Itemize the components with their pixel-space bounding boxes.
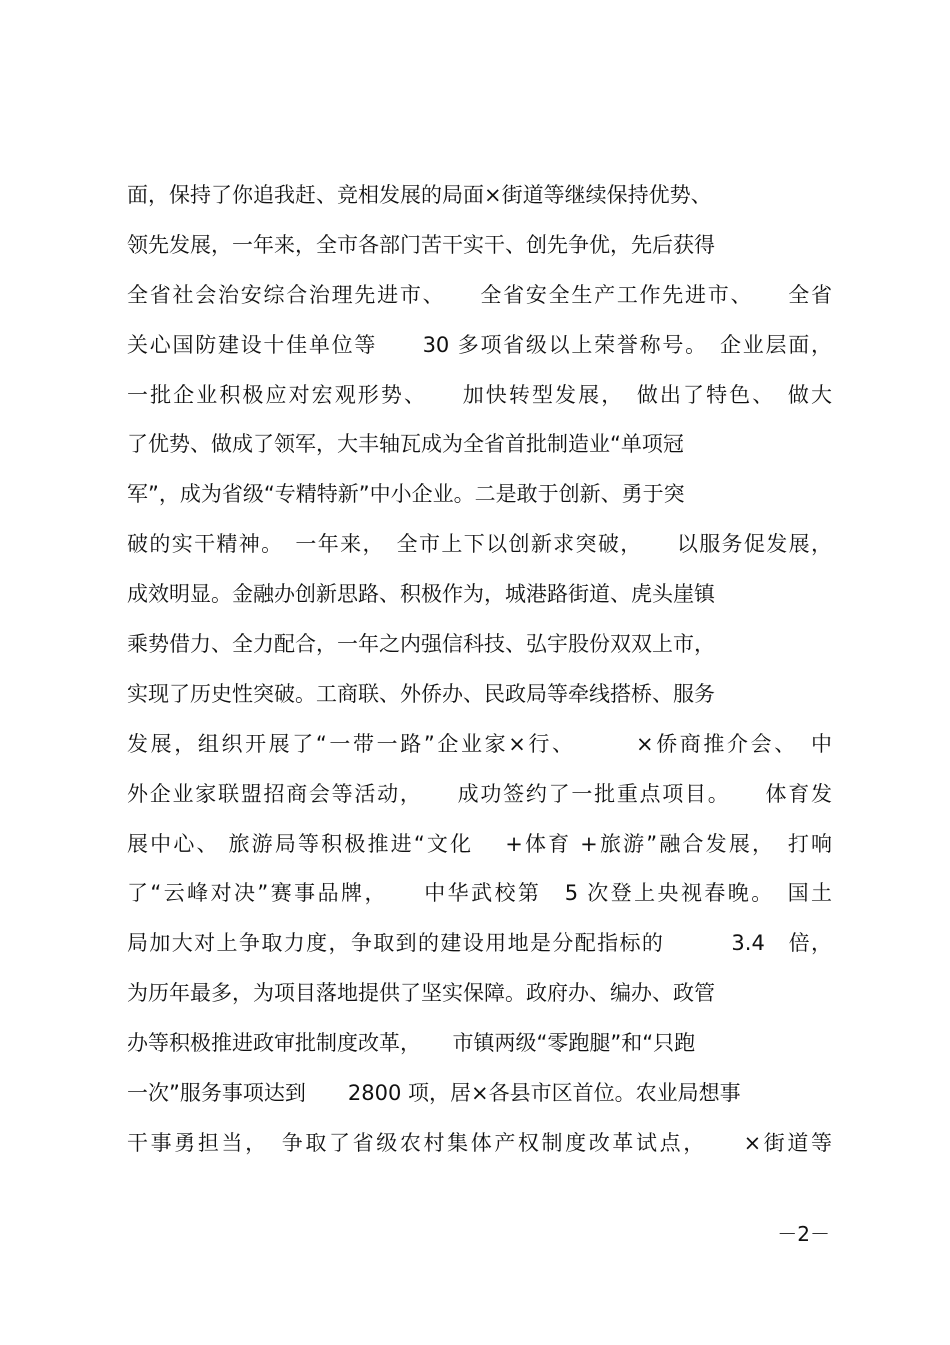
- text-line: 为历年最多，为项目落地提供了坚实保障。政府办、编办、政管: [127, 981, 715, 1006]
- text-line: 办等积极推进政审批制度改革， 市镇两级“零跑腿”和“只跑: [127, 1031, 696, 1056]
- text-line: 领先发展，一年来，全市各部门苦干实干、创先争优，先后获得: [127, 232, 715, 257]
- text-line: 全省社会治安综合治理先进市、 全省安全生产工作先进市、 全省: [127, 282, 832, 307]
- text-line: 一次”服务事项达到 2800 项，居×各县市区首位。农业局想事: [127, 1081, 741, 1106]
- text-line: 关心国防建设十佳单位等 30 多项省级以上荣誉称号。 企业层面，: [127, 332, 832, 357]
- text-line: 了优势、做成了领军，大丰轴瓦成为全省首批制造业“单项冠: [127, 432, 684, 457]
- text-line: 外企业家联盟招商会等活动， 成功签约了一批重点项目。 体育发: [127, 781, 832, 806]
- text-line: 乘势借力、全力配合，一年之内强信科技、弘宇股份双双上市，: [127, 632, 715, 657]
- text-line: 了“云峰对决”赛事品牌， 中华武校第 5 次登上央视春晚。 国土: [127, 881, 832, 906]
- text-line: 发展，组织开展了“一带一路”企业家×行、 ×侨商推介会、 中: [127, 731, 832, 756]
- text-line: 破的实干精神。 一年来， 全市上下以创新求突破， 以服务促发展，: [127, 532, 832, 557]
- text-line: 展中心、 旅游局等积极推进“文化 +体育 +旅游”融合发展， 打响: [127, 831, 832, 856]
- text-line: 一批企业积极应对宏观形势、 加快转型发展， 做出了特色、 做大: [127, 382, 832, 407]
- text-line: 面，保持了你追我赶、竞相发展的局面×街道等继续保持优势、: [127, 183, 712, 207]
- text-line: 局加大对上争取力度，争取到的建设用地是分配指标的 3.4 倍，: [127, 931, 832, 956]
- text-line: 实现了历史性突破。工商联、外侨办、民政局等牵线搭桥、服务: [127, 681, 715, 706]
- body-text: [127, 175, 832, 1173]
- text-line: 成效明显。金融办创新思路、积极作为，城港路街道、虎头崖镇: [127, 582, 715, 607]
- page-number: －2－: [777, 1222, 830, 1246]
- text-line: 军”，成为省级“专精特新”中小企业。二是敢于创新、勇于突: [127, 482, 685, 507]
- text-line: 干事勇担当， 争取了省级农村集体产权制度改革试点， ×街道等: [127, 1130, 832, 1155]
